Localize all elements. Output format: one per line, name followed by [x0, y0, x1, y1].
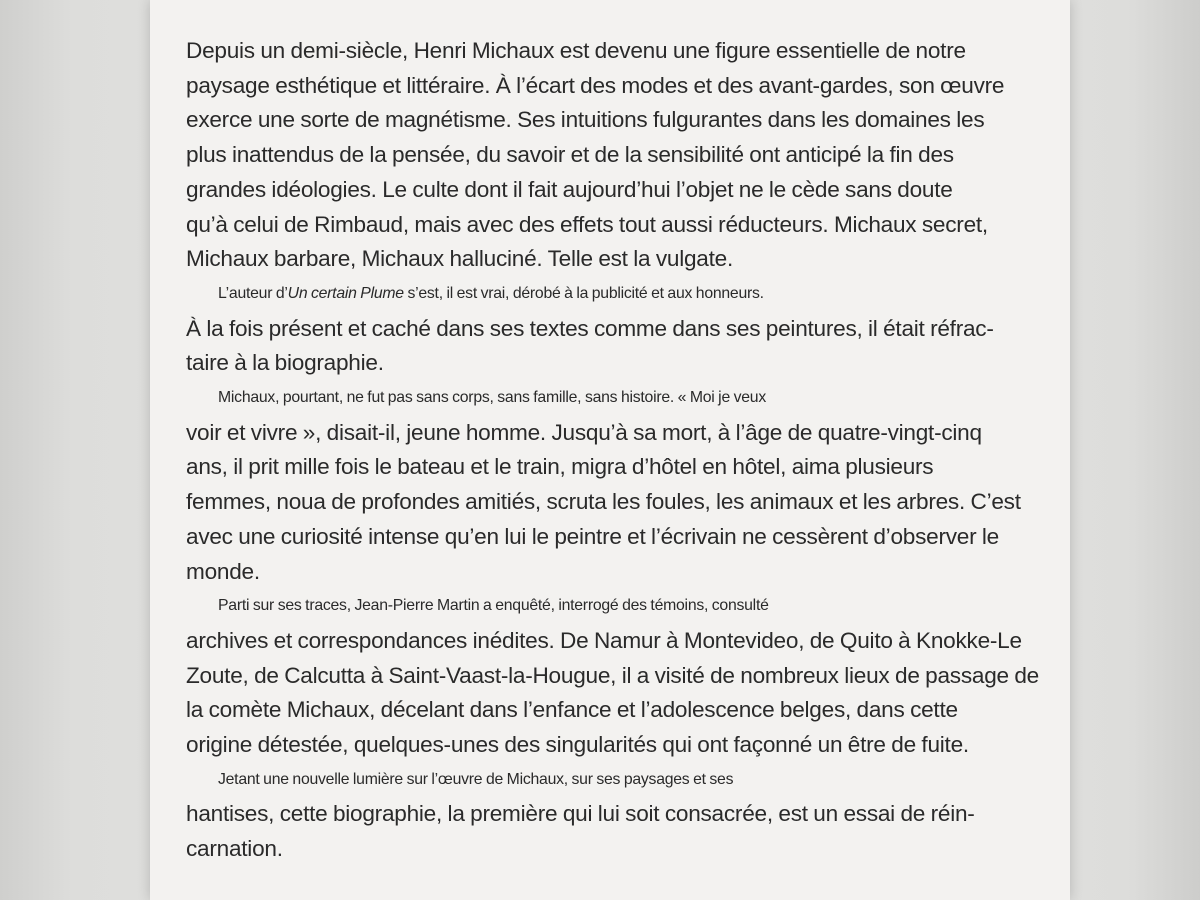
text-line: paysage esthétique et littéraire. À l’écart des modes et des avant-gardes, son œuvre: [186, 72, 1005, 98]
text-line: carnation.: [186, 836, 283, 862]
text-fragment: s’est, il est vrai, dérobé à la publicité et aux honneurs.: [403, 284, 764, 302]
paragraph-3: [186, 381, 1056, 589]
text-line: Zoute, de Calcutta à Saint-Vaast-la-Hougue, il a visité de nombreux lieux de passage de: [186, 662, 1039, 688]
text-line: hantises, cette biographie, la première qui lui soit consacrée, est un essai de réin-: [186, 801, 975, 827]
text-line: ans, il prit mille fois le bateau et le train, migra d’hôtel en hôtel, aima plusieurs: [186, 454, 934, 480]
book-title: Un certain Plume: [287, 284, 404, 302]
text-line: origine détestée, quelques-unes des singularités qui ont façonné un être de fuite.: [186, 732, 969, 758]
text-line: monde.: [186, 558, 260, 584]
text-line: Michaux, pourtant, ne fut pas sans corps, sans famille, sans histoire. « Moi je veux: [218, 389, 766, 407]
text-line: À la fois présent et caché dans ses textes comme dans ses peintures, il était réfrac-: [186, 315, 994, 341]
text-line: avec une curiosité intense qu’en lui le peintre et l’écrivain ne cessèrent d’observer le: [186, 523, 999, 549]
text-line: grandes idéologies. Le culte dont il fait aujourd’hui l’objet ne le cède sans doute: [186, 176, 953, 202]
text-line: archives et correspondances inédites. De Namur à Montevideo, de Quito à Knokke-Le: [186, 627, 1022, 653]
text-line: femmes, noua de profondes amitiés, scruta les foules, les animaux et les arbres. C’est: [186, 489, 1021, 515]
text-line: la comète Michaux, décelant dans l’enfance et l’adolescence belges, dans cette: [186, 697, 958, 723]
text-line: plus inattendus de la pensée, du savoir et de la sensibilité ont anticipé la fin des: [186, 142, 954, 168]
text-line: voir et vivre », disait-il, jeune homme. Jusqu’à sa mort, à l’âge de quatre-vingt-cinq: [186, 419, 982, 445]
text-line: exerce une sorte de magnétisme. Ses intuitions fulgurantes dans les domaines les: [186, 107, 985, 133]
text-line: [186, 277, 1056, 312]
text-line: qu’à celui de Rimbaud, mais avec des effets tout aussi réducteurs. Michaux secret,: [186, 211, 988, 237]
book-back-cover: [150, 0, 1070, 900]
text-line: taire à la biographie.: [186, 350, 384, 376]
text-line: Parti sur ses traces, Jean-Pierre Martin a enquêté, interrogé des témoins, consulté: [218, 597, 769, 615]
paragraph-2: [186, 277, 1056, 381]
text-line: Jetant une nouvelle lumière sur l’œuvre de Michaux, sur ses paysages et ses: [218, 770, 734, 788]
text-line: Depuis un demi-siècle, Henri Michaux est devenu une figure essentielle de notre: [186, 38, 966, 63]
text-fragment: L’auteur d’: [218, 284, 288, 302]
paragraph-5: [186, 763, 1056, 867]
paragraph-4: [186, 589, 1056, 763]
text-line: Michaux barbare, Michaux halluciné. Telle est la vulgate.: [186, 246, 733, 272]
paragraph-1: [186, 34, 1056, 277]
blurb-text: [186, 34, 1056, 867]
